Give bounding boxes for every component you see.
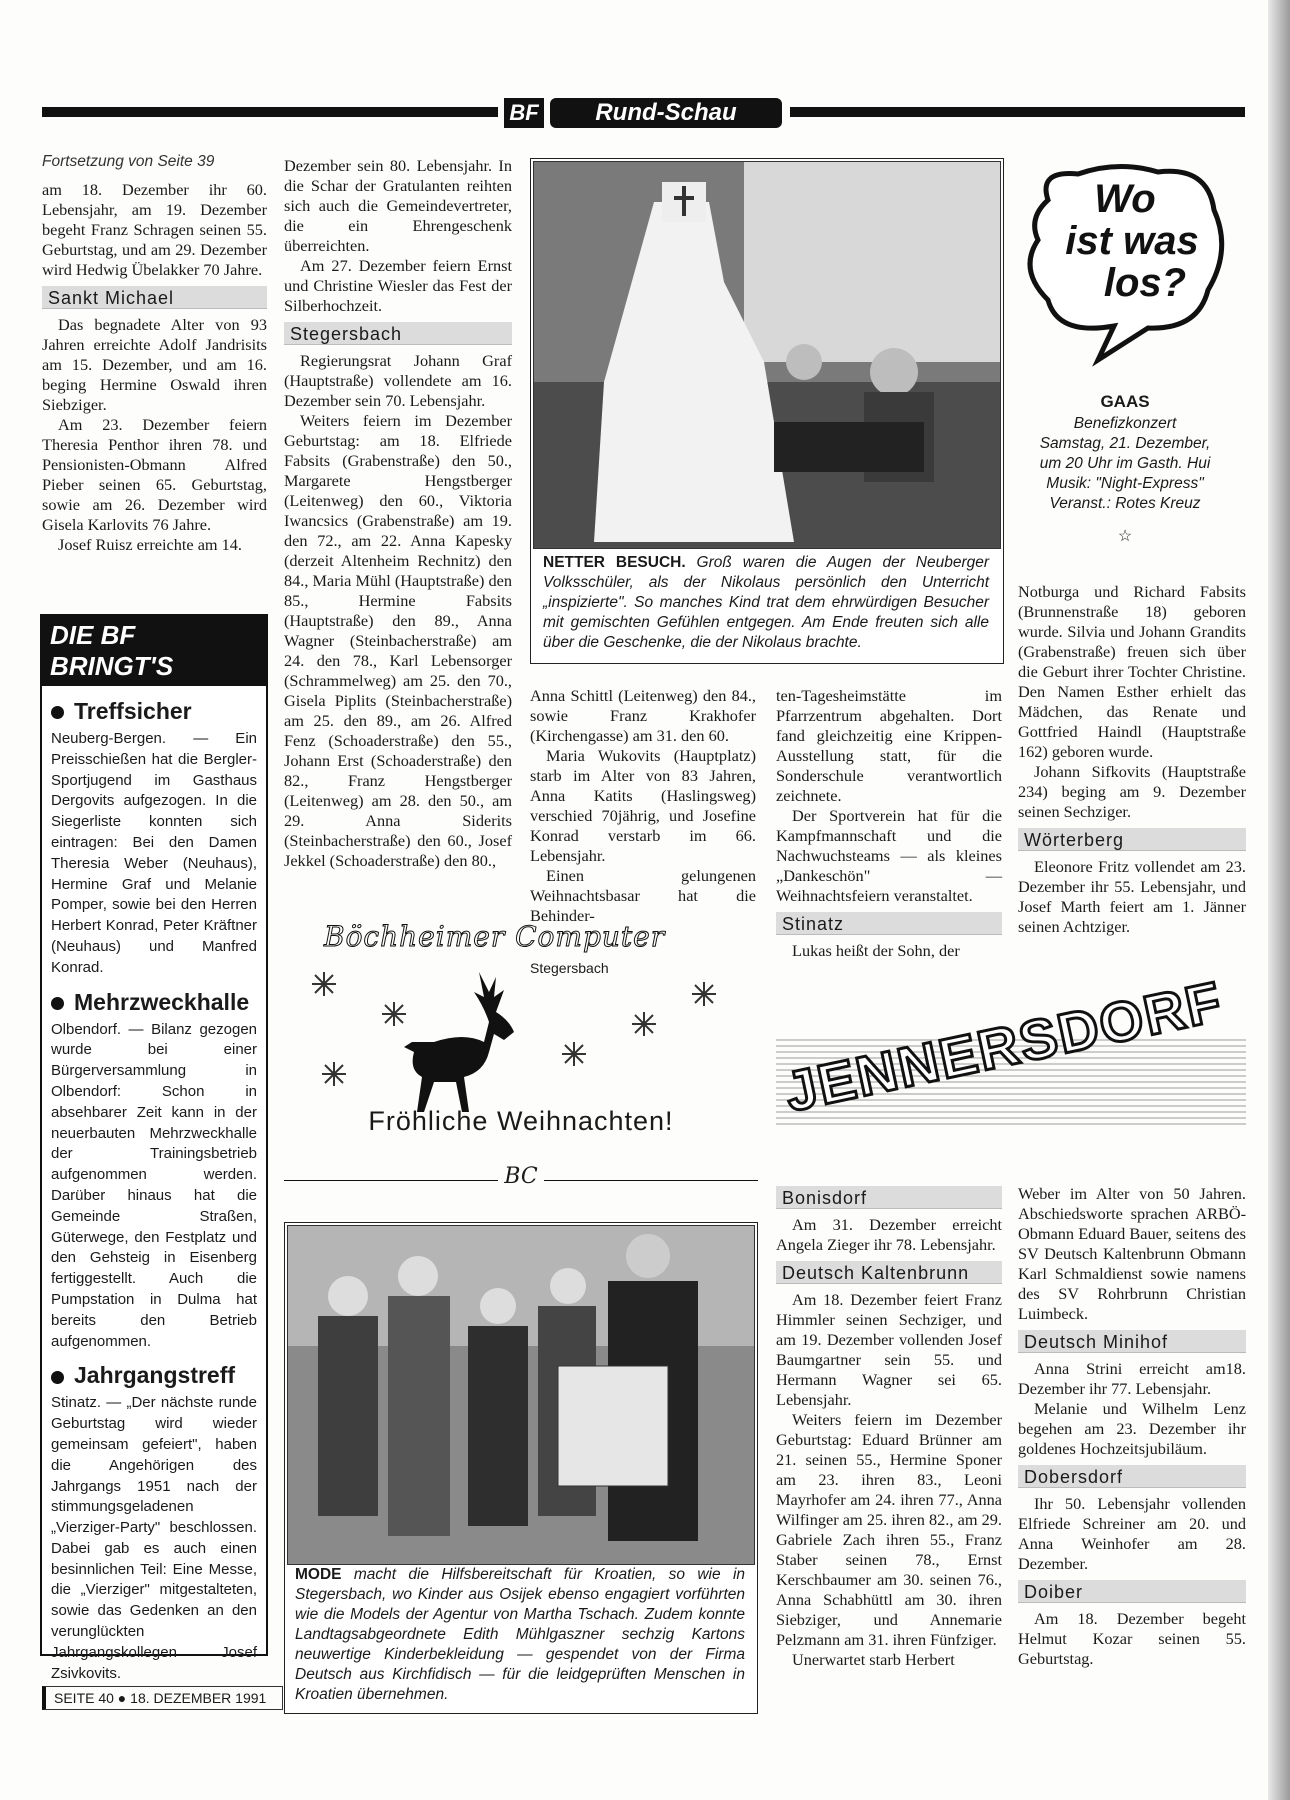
heading-bonisdorf: Bonisdorf xyxy=(776,1186,1002,1209)
event-line: Musik: "Night-Express" xyxy=(1046,475,1204,492)
heading-doiber: Doiber xyxy=(1018,1580,1246,1603)
photo-nikolaus xyxy=(533,161,1001,549)
column-6 xyxy=(776,1180,1002,1670)
sankt-michael-p2: Am 23. Dezember feiern Theresia Penthor ihren 78. und Pensionisten-Obmann Alfred Pieber seinen 65. Geburtstag, sowie am 26. Dezember wird Gisela Karlovits 76 Jahre. xyxy=(42,415,267,534)
col4-p2: Der Sportverein hat für die Kampfmannschaft und die Nachwuchsteams — als kleines „Dankeschön" — Weihnachtsfeiern veranstaltet. xyxy=(776,806,1002,905)
bringts-item-text: Neuberg-Bergen. — Ein Preisschießen hat die Bergler-Sportjugend im Gasthaus Dergovits aufgezogen. In die Siegerliste konnten sich eintragen: Bei den Damen Theresia Weber (Neuhaus), Hermine Graf und Melanie Pomper, sowie bei den Herren Herbert Konrad, Peter Kräftner (Neuhaus) und Manfred Konrad. xyxy=(51,730,257,976)
photo-nikolaus-frame xyxy=(530,158,1004,664)
stegersbach-p2: Weiters feiern im Dezember Geburtstag: am 18. Elfriede Fabsits (Grabenstraße) den 50., Margarete Hengstberger (Leitenweg) den 60., Viktoria Iwancsics (Grabenstraße) am 19. den 72., am 22. Anna Kapesky (derzeit Altenheim Rechnitz) den 84., Maria Mühl (Hauptstraße) den 85., Hermine Fabsits (Hauptstraße) den 89., Anna Wagner (Steinbacherstraße) am 24. den 78., Karl Lebensorger (Schrammelweg) am 25. den 70., Gisela Piplits (Steinbacherstraße) am 25. den 89., am 26. Alfred Fenz (Schoaderstraße) den 55., Johann Erst (Schoaderstraße) den 82., Franz Hengstberger (Leitenweg) am 28. den 50., am 29. Anna Siderits (Steinbacherstraße) den 60., Josef Jekkel (Schoaderstraße) den 80., xyxy=(284,411,512,870)
bubble-line-1: Wo xyxy=(1094,177,1156,221)
column-7 xyxy=(1018,1184,1246,1669)
col2-p0: Dezember sein 80. Lebensjahr. In die Schar der Gratulanten reihten sich auch die Gemeindevertreter, die ein Ehrengeschenk überreichten. xyxy=(284,156,512,255)
heading-stinatz: Stinatz xyxy=(776,912,1002,935)
event-line: Benefizkonzert xyxy=(1073,415,1177,432)
deutsch-kaltenbrunn-p2: Weiters feiern im Dezember Geburtstag: Eduard Brünner am 21. seinen 55., Hermine Sponer am 23. ihren 83., Leoni Mayrhofer am 24. ihren 77., Anna Wilfinger am 25. ihren 82., am 29. Gabriele Zach ihren 55., Franz Staber seinen 78., Ernst Kerschbaumer am 30. seinen 76., Anna Schabhüttl am 30. ihren Siebziger, und Annemarie Pelzmann am 31. ihren Fünfziger. xyxy=(776,1410,1002,1649)
photo-mode-frame xyxy=(284,1222,758,1714)
stinatz-p1: Lukas heißt der Sohn, der xyxy=(792,941,960,960)
bringts-box xyxy=(40,614,268,1682)
masthead-title: Rund-Schau xyxy=(550,98,782,128)
col1-intro: am 18. Dezember ihr 60. Lebensjahr, am 19. Dezember begeht Franz Schragen seinen 55. Geburtstag, und am 29. Dezember wird Hedwig Übelakker 70 Jahre. xyxy=(42,180,267,279)
bringts-item-heading: Treffsicher xyxy=(51,698,257,725)
bubble-line-2: ist was xyxy=(1065,219,1199,263)
col2-p1: Am 27. Dezember feiern Ernst und Christine Wiesler das Fest der Silberhochzeit. xyxy=(284,256,512,315)
event-listing xyxy=(1018,392,1232,546)
dobersdorf-p1: Ihr 50. Lebensjahr vollenden Elfriede Schreiner am 20. und Anna Weinhofer am 28. Dezember. xyxy=(1018,1494,1246,1573)
jennersdorf-banner xyxy=(776,969,1246,1180)
col3-p3: Einen gelungenen Weihnachtsbasar hat die Behinder- xyxy=(530,866,756,925)
event-line: Veranst.: Rotes Kreuz xyxy=(1049,495,1201,512)
caption-text: macht die Hilfsbereitschaft für Kroatien, so wie in Stegersbach, wo Kinder aus Osijek ebenso engagiert vorführten wie die Models der Agentur von Martha Tschach. Zudem konnte Landtagsabgeordnete Edith Mühlgaszner sechzig Kartons neuwertige Kinderbekleidung — gespendet von der Firma Deutsch aus Kirchfidisch — für die leidgeprüften Menschen in Kroatien übernehmen. xyxy=(295,1566,746,1703)
col5-p2: Johann Sifkovits (Hauptstraße 234) beging am 9. Dezember seinen Sechziger. xyxy=(1018,762,1246,821)
photo-nikolaus-caption xyxy=(543,553,989,653)
page-edge-shadow xyxy=(1268,0,1290,1800)
photo-mode-caption xyxy=(295,1565,745,1705)
jennersdorf-title: JENNERSDORF xyxy=(779,969,1228,1124)
nikolaus-illustration xyxy=(534,162,1000,548)
heading-woerterberg: Wörterberg xyxy=(1018,828,1246,851)
bringts-title: DIE BF BRINGT'S xyxy=(42,616,266,686)
event-line: Samstag, 21. Dezember, xyxy=(1039,435,1211,452)
column-1 xyxy=(42,152,267,555)
column-4 xyxy=(776,686,1002,961)
doiber-p1: Am 18. Dezember begeht Helmut Kozar seinen 55. Geburtstag. xyxy=(1018,1609,1246,1668)
bullet-icon xyxy=(51,1371,64,1384)
bullet-icon xyxy=(51,706,64,719)
masthead-logo: BF xyxy=(504,98,544,128)
bubble-line-3: los? xyxy=(1103,261,1187,305)
heading-deutsch-minihof: Deutsch Minihof xyxy=(1018,1330,1246,1353)
bringts-item-text: Olbendorf. — Bilanz gezogen wurde bei einer Bürgerversammlung in Olbendorf: Schon in absehbarer Zeit kann in der neuerbauten Mehrzweckhalle der Trainingsbetrieb aufgenommen werden. Darüber hinaus hat die Gemeinde Straßen, Güterwege, den Festplatz und den Gehsteig in Eisenberg fertiggestellt. Auch die Pumpstation in Dulma hat bereits den Betrieb aufgenommen. xyxy=(51,1020,257,1350)
bullet-icon xyxy=(51,997,64,1010)
column-2 xyxy=(284,156,512,871)
photo-mode xyxy=(287,1225,755,1565)
col5-p1: Notburga und Richard Fabsits (Brunnenstraße 18) geboren wurde. Silvia und Johann Grandits (Grabenstraße) freuen sich über die Geburt ihrer Tochter Christine. Den Namen Esther erhielt das Mädchen, das Renate und Gottfried Haindl (Hauptstraße 162) geboren wurde. xyxy=(1018,582,1246,761)
column-3 xyxy=(530,686,756,926)
sankt-michael-p1: Das begnadete Alter von 93 Jahren erreichte Adolf Jandrisits am 15. Dezember, und am 16. beging Hermine Oswald ihren Siebziger. xyxy=(42,315,267,414)
ad-place: Stegersbach xyxy=(530,960,609,976)
bringts-item-heading: Mehrzweckhalle xyxy=(51,989,257,1016)
heading-deutsch-kaltenbrunn: Deutsch Kaltenbrunn xyxy=(776,1261,1002,1284)
heading-dobersdorf: Dobersdorf xyxy=(1018,1465,1246,1488)
continued-note: Fortsetzung von Seite 39 xyxy=(42,153,215,170)
ad-greeting: Fröhliche Weihnachten! xyxy=(368,1106,674,1136)
ad-company-name: Böchheimer Computer xyxy=(324,920,666,953)
event-place: GAAS xyxy=(1100,392,1150,411)
bonisdorf-p1: Am 31. Dezember erreicht Angela Zieger ihr 78. Lebensjahr. xyxy=(776,1215,1002,1254)
star-icon: ☆ xyxy=(1117,528,1133,545)
col7-p1: Weber im Alter von 50 Jahren. Abschiedsworte sprachen ARBÖ-Obmann Eduard Bauer, seitens des SV Deutsch Kaltenbrunn Obmann Karl Schmaldienst sowie namens des SV Rohrbrunn Christian Luimbeck. xyxy=(1018,1184,1246,1323)
stegersbach-p1: Regierungsrat Johann Graf (Hauptstraße) vollendete am 16. Dezember sein 70. Lebensjahr. xyxy=(284,351,512,410)
col4-p1: ten-Tagesheimstätte im Pfarrzentrum abgehalten. Dort fand gleichzeitig eine Krippen-Ausstellung statt, für die Sonderschule verantwortlich zeichnete. xyxy=(776,686,1002,805)
heading-sankt-michael: Sankt Michael xyxy=(42,286,267,309)
bringts-item-text: Stinatz. — „Der nächste runde Geburtstag wird wieder gemeinsam gefeiert", haben die Angehörigen des Jahrgangs 1951 nach der stimmungsgeladenen „Vierziger-Party" beschlossen. Dabei gab es auch einen besinnlichen Teil: Eine Messe, die „Vierziger" mitgestalteten, sowie das Gedenken an den verunglückten Jahrgangskollegen Josef Zsivkovits. xyxy=(51,1394,257,1682)
caption-bold: NETTER BESUCH. xyxy=(543,554,686,571)
col3-p2: Maria Wukovits (Hauptplatz) starb im Alter von 83 Jahren, Anna Katits (Haslingsweg) verschied 70jährig, und Josefine Konrad verstarb im 66. Lebensjahr. xyxy=(530,746,756,865)
heading-stegersbach: Stegersbach xyxy=(284,322,512,345)
children-illustration xyxy=(288,1226,754,1564)
deutsch-kaltenbrunn-p1: Am 18. Dezember feiert Franz Himmler seinen Sechziger, und am 19. Dezember vollenden Josef Baumgartner sein 55. und Hermann Wagner sei 65. Lebensjahr. xyxy=(776,1290,1002,1409)
wo-ist-was-los-bubble xyxy=(1018,160,1232,370)
masthead-rule-left xyxy=(42,107,498,117)
masthead-rule-right xyxy=(790,107,1245,117)
deutsch-minihof-p1: Anna Strini erreicht am18. Dezember ihr 77. Lebensjahr. xyxy=(1018,1359,1246,1398)
column-5 xyxy=(1018,582,1246,937)
caption-text: Groß waren die Augen der Neuberger Volksschüler, als der Nikolaus persönlich den Unterricht „inspizierte". So manches Kind trat dem ehrwürdigen Besucher mit gemischten Gefühlen entgegen. Am Ende freuten sich alle über die Geschenke, die der Nikolaus brachte. xyxy=(543,554,990,651)
sankt-michael-p3: Josef Ruisz erreichte am 14. xyxy=(58,535,243,554)
bringts-item-heading: Jahrgangstreff xyxy=(51,1362,257,1389)
col3-p1: Anna Schittl (Leitenweg) den 84., sowie Franz Krakhofer (Kirchengasse) am 31. den 60. xyxy=(530,686,756,745)
woerterberg-p1: Eleonore Fritz vollendet am 23. Dezember ihr 55. Lebensjahr, und Josef Marth feiert am 1. Jänner seinen Achtziger. xyxy=(1018,857,1246,936)
deutsch-minihof-p2: Melanie und Wilhelm Lenz begehen am 23. Dezember ihr goldenes Hochzeitsjubiläum. xyxy=(1018,1399,1246,1458)
caption-bold: MODE xyxy=(295,1566,342,1583)
page-footer: SEITE 40 ● 18. DEZEMBER 1991 xyxy=(42,1686,283,1710)
ad-monogram: BC xyxy=(498,1164,544,1189)
christmas-ad xyxy=(284,912,758,1188)
event-line: um 20 Uhr im Gasth. Hui xyxy=(1039,455,1211,472)
deutsch-kaltenbrunn-p3: Unerwartet starb Herbert xyxy=(792,1650,955,1669)
